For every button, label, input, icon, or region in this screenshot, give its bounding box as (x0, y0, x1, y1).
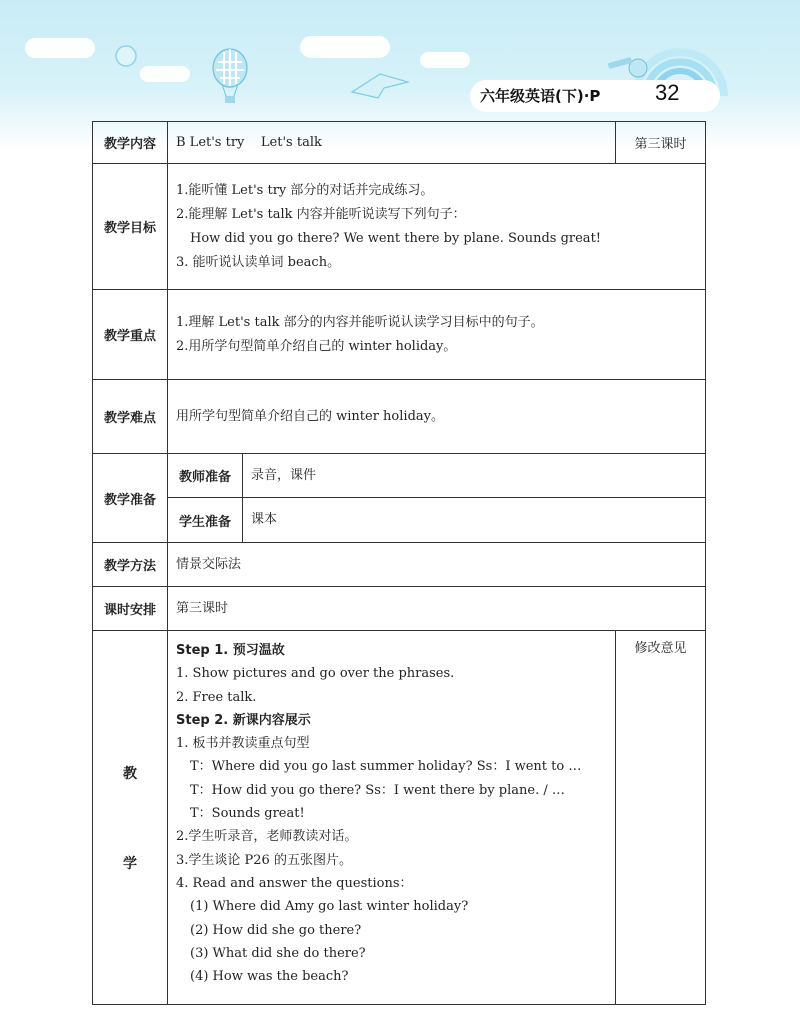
label-content: 教学内容 (93, 122, 168, 164)
row-preparation-student (93, 498, 706, 543)
cloud-decoration (420, 52, 470, 68)
key-point-line: 1.理解 Let's talk 部分的内容并能听说认读学习目标中的句子。 (176, 314, 544, 330)
label-student-prep: 学生准备 (168, 498, 243, 543)
goal-line: 1.能听懂 Let's try 部分的对话并完成练习。 (176, 182, 434, 198)
book-label: 六年级英语(下)·P (480, 87, 601, 105)
label-key-points: 教学重点 (93, 290, 168, 380)
label-teacher-prep: 教师准备 (168, 454, 243, 498)
key-points-value (168, 290, 706, 380)
hot-air-balloon-icon (210, 48, 250, 108)
label-schedule: 课时安排 (93, 587, 168, 631)
cloud-decoration (25, 38, 95, 58)
step2-line: 4. Read and answer the questions： (176, 875, 413, 891)
row-schedule (93, 587, 706, 631)
process-label-bottom: 学 (123, 855, 137, 872)
schedule-value: 第三课时 (168, 587, 706, 631)
row-goals (93, 164, 706, 290)
row-key-points (93, 290, 706, 380)
step2-line: 3.学生谈论 P26 的五张图片。 (176, 852, 352, 868)
question-line: (2) How did she go there? (190, 922, 362, 938)
row-process (93, 631, 706, 1005)
dialog-line: T：How did you go there? Ss：I went there by plane. / … (190, 782, 565, 798)
goals-value (168, 164, 706, 290)
question-line: (1) Where did Amy go last winter holiday? (190, 899, 469, 915)
key-point-line: 2.用所学句型简单介绍自己的 winter holiday。 (176, 338, 457, 354)
row-preparation-teacher (93, 454, 706, 498)
dialog-line: T：Sounds great! (190, 806, 305, 822)
label-method: 教学方法 (93, 543, 168, 587)
student-prep-value: 课本 (243, 498, 706, 543)
label-preparation: 教学准备 (93, 454, 168, 543)
page-number: 32 (655, 80, 680, 105)
goal-line: 3. 能听说认读单词 beach。 (176, 254, 341, 270)
step1-line: 1. Show pictures and go over the phrases. (176, 666, 455, 682)
lesson-plan-table (92, 121, 706, 1005)
step2-title: Step 2. 新课内容展示 (176, 712, 311, 728)
step2-line: 2.学生听录音，老师教读对话。 (176, 829, 358, 845)
method-value: 情景交际法 (168, 543, 706, 587)
process-label-top: 教 (123, 765, 137, 782)
cloud-decoration (300, 36, 390, 58)
comment-label: 修改意见 (634, 641, 687, 656)
teacher-prep-value: 录音，课件 (243, 454, 706, 498)
goal-line: How did you go there? We went there by plane. Sounds great! (190, 230, 602, 246)
comment-column (616, 631, 706, 1005)
row-content (93, 122, 706, 164)
row-difficulties (93, 380, 706, 454)
sun-icon (114, 44, 138, 68)
question-line: (4) How was the beach? (190, 969, 349, 985)
goal-line: 2.能理解 Let's talk 内容并能听说读写下列句子： (176, 206, 466, 222)
glider-icon (350, 68, 410, 102)
question-line: (3) What did she do there? (190, 945, 366, 961)
process-content (168, 631, 616, 1005)
difficulties-value: 用所学句型简单介绍自己的 winter holiday。 (168, 380, 706, 454)
step2-line: 1. 板书并教读重点句型 (176, 736, 310, 752)
label-goals: 教学目标 (93, 164, 168, 290)
content-value: B Let's try Let's talk (168, 122, 616, 164)
dialog-line: T：Where did you go last summer holiday? Ss：I went to … (190, 759, 582, 775)
row-method (93, 543, 706, 587)
step1-title: Step 1. 预习温故 (176, 643, 285, 658)
label-process (93, 631, 168, 1005)
step1-line: 2. Free talk. (176, 689, 257, 705)
period-value: 第三课时 (616, 122, 706, 164)
label-difficulties: 教学难点 (93, 380, 168, 454)
cloud-decoration (140, 66, 190, 82)
